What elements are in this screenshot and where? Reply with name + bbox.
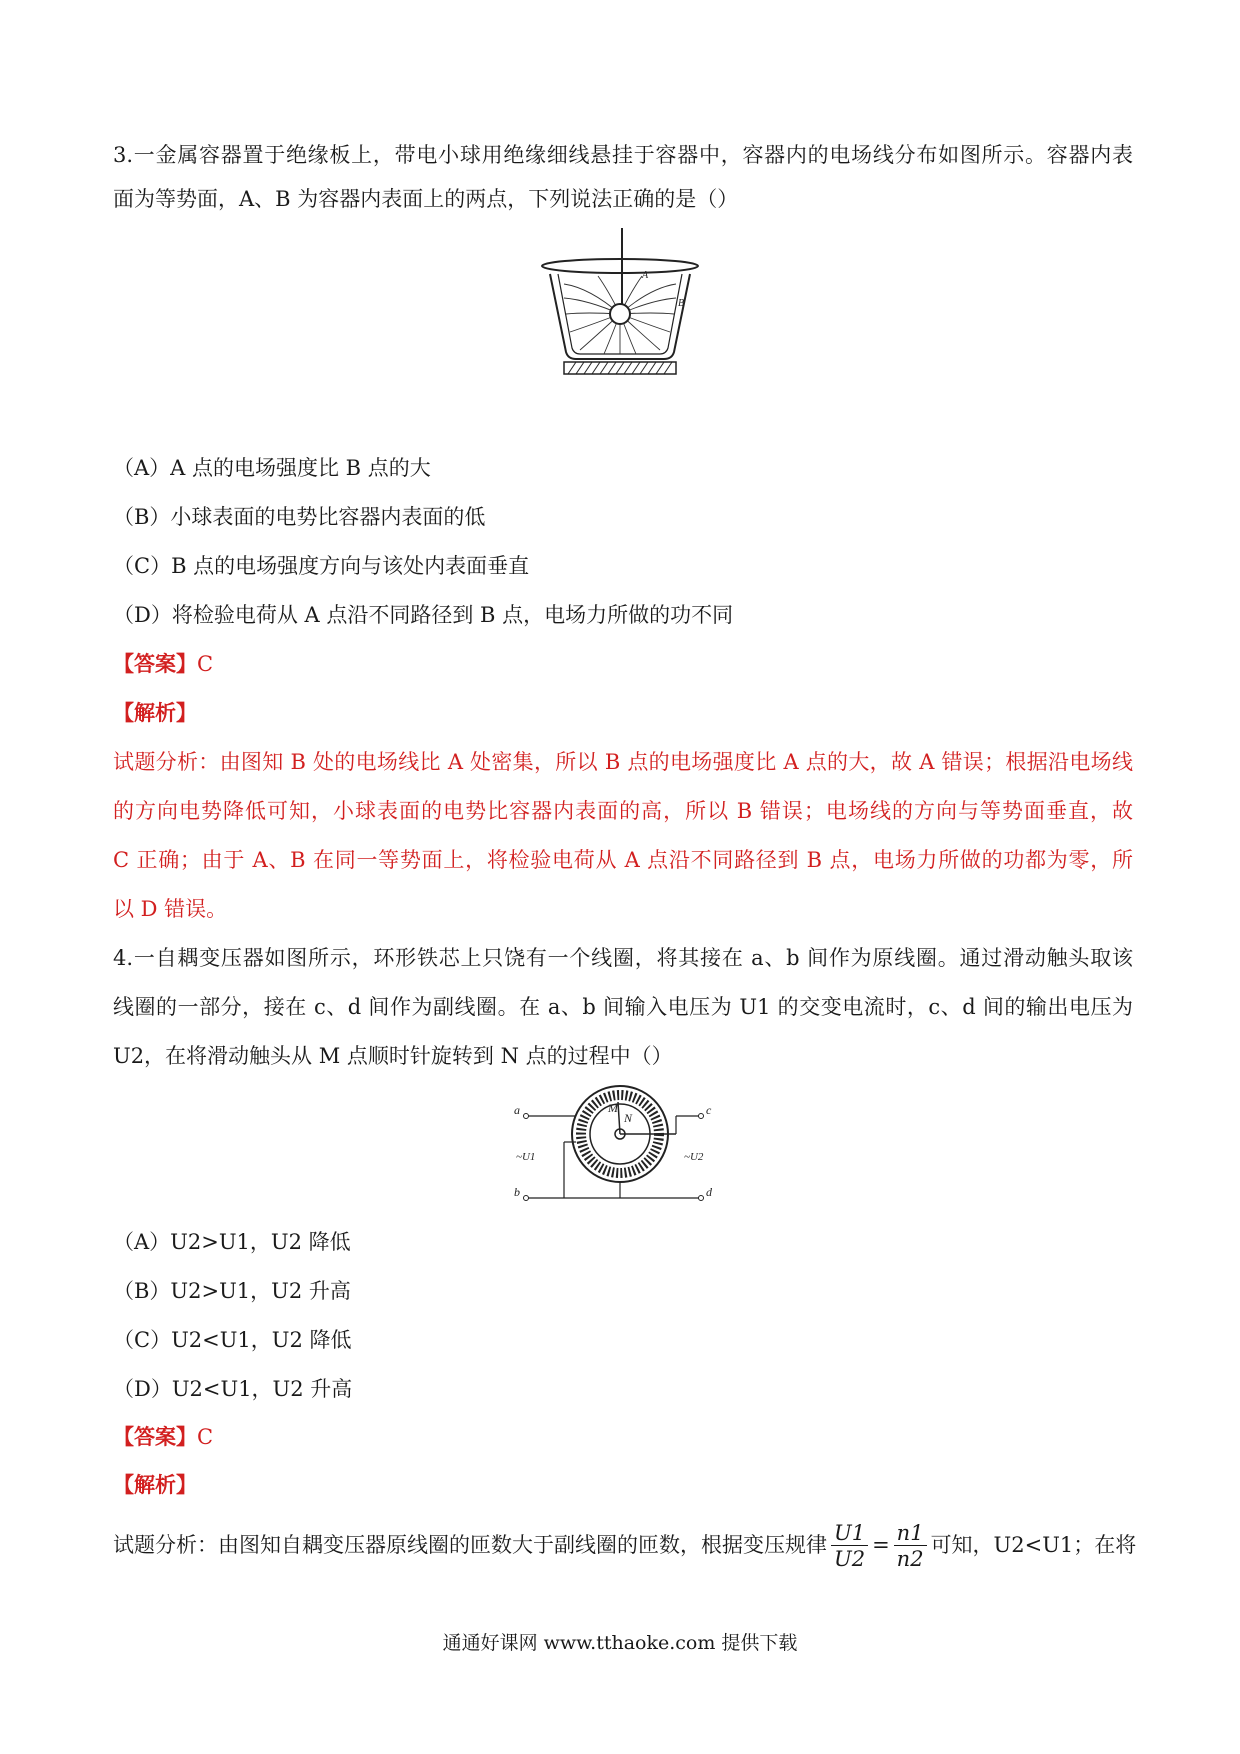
q3-answer-value: C <box>197 652 214 676</box>
q4-answer-label: 【答案】 <box>113 1424 197 1449</box>
q4-label-u2: ~U2 <box>684 1151 704 1163</box>
q3-container-figure <box>520 228 720 388</box>
q3-stem-line1: 3.一金属容器置于绝缘板上，带电小球用绝缘细线悬挂于容器中，容器内的电场线分布如图所示。容器内表 <box>113 143 1133 167</box>
q3-analysis-label <box>113 698 1133 728</box>
q4-fraction-turns-den: n2 <box>896 1547 924 1571</box>
q4-fraction-turns <box>894 1521 927 1572</box>
q3-option-d: （D）将检验电荷从 A 点沿不同路径到 B 点，电场力所做的功不同 <box>113 603 734 627</box>
q4-transformer-figure <box>506 1082 726 1212</box>
q3-analysis-line3: C 正确；由于 A、B 在同一等势面上，将检验电荷从 A 点沿不同路径到 B 点，电场力所做的功都为零，所 <box>113 848 1133 872</box>
q4-option-d: （D）U2<U1，U2 升高 <box>113 1377 353 1401</box>
q4-analysis-before: 试题分析：由图知自耦变压器原线圈的匝数大于副线圈的匝数，根据变压规律 <box>113 1533 827 1557</box>
q4-fraction-turns-num: n1 <box>894 1521 927 1546</box>
q4-answer <box>113 1422 1133 1452</box>
q3-label-a: A <box>642 270 649 281</box>
q3-option-c: （C）B 点的电场强度方向与该处内表面垂直 <box>113 554 530 578</box>
q4-label-a: a <box>514 1103 520 1117</box>
q4-label-n: N <box>624 1111 633 1125</box>
q4-fraction-equals: = <box>872 1533 890 1557</box>
q4-analysis-heading: 【解析】 <box>113 1472 197 1497</box>
q3-analysis-line4: 以 D 错误。 <box>113 897 228 921</box>
page-footer: 通通好课网 www.tthaoke.com 提供下载 <box>442 1632 798 1654</box>
q4-analysis-label <box>113 1470 1133 1500</box>
q4-option-c: （C）U2<U1，U2 降低 <box>113 1328 352 1352</box>
q3-label-b: B <box>678 298 685 309</box>
q4-stem-line3: U2，在将滑动触头从 M 点顺时针旋转到 N 点的过程中（） <box>113 1044 673 1068</box>
q4-fraction-voltage <box>831 1521 868 1572</box>
q4-option-b: （B）U2>U1，U2 升高 <box>113 1279 351 1303</box>
q3-analysis-line1: 试题分析：由图知 B 处的电场线比 A 处密集，所以 B 点的电场强度比 A 点的大，故 A 错误；根据沿电场线 <box>113 750 1133 774</box>
q4-label-c: c <box>706 1103 712 1117</box>
q4-label-u1: ~U1 <box>516 1151 536 1163</box>
q4-stem-line2: 线圈的一部分，接在 c、d 间作为副线圈。在 a、b 间输入电压为 U1 的交变电流时，c、d 间的输出电压为 <box>113 995 1133 1019</box>
q4-fraction-voltage-num: U1 <box>831 1521 868 1546</box>
q4-option-a: （A）U2>U1，U2 降低 <box>113 1230 351 1254</box>
q3-stem-line2: 面为等势面，A、B 为容器内表面上的两点，下列说法正确的是（） <box>113 187 739 211</box>
q4-stem-line1: 4.一自耦变压器如图所示，环形铁芯上只饶有一个线圈，将其接在 a、b 间作为原线圈。通过滑动触头取该 <box>113 946 1133 970</box>
q4-label-b: b <box>514 1185 520 1199</box>
q3-answer <box>113 649 1133 679</box>
q3-analysis-line2: 的方向电势降低可知，小球表面的电势比容器内表面的高，所以 B 错误；电场线的方向与等势面垂直，故 <box>113 799 1133 823</box>
q4-answer-value: C <box>197 1425 214 1449</box>
q4-analysis-after: 可知，U2<U1；在将 <box>930 1533 1137 1557</box>
q4-label-d: d <box>706 1185 712 1199</box>
q4-analysis-line1 <box>113 1518 1137 1572</box>
q3-option-b: （B）小球表面的电势比容器内表面的低 <box>113 505 486 529</box>
q4-label-m: M <box>608 1101 618 1115</box>
q3-answer-label: 【答案】 <box>113 651 197 676</box>
q4-fraction-voltage-den: U2 <box>834 1547 866 1571</box>
q3-option-a: （A）A 点的电场强度比 B 点的大 <box>113 456 431 480</box>
q3-analysis-heading: 【解析】 <box>113 700 197 725</box>
